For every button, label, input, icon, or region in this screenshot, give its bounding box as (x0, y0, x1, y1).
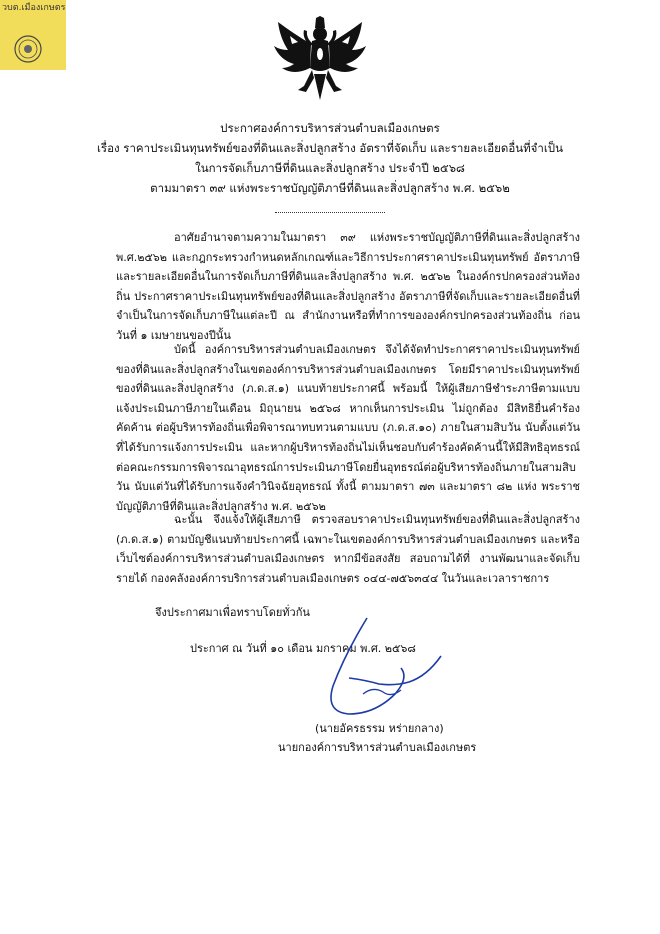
announcement-subject-line2: ในการจัดเก็บภาษีที่ดินและสิ่งปลูกสร้าง ประจำปี ๒๕๖๘ (195, 161, 465, 175)
closing-statement: จึงประกาศมาเพื่อทราบโดยทั่วกัน (155, 606, 310, 619)
handwritten-signature (305, 614, 465, 724)
receipt-stamp (0, 0, 66, 70)
body-paragraph-2: บัดนี้ องค์การบริหารส่วนตำบลเมืองเกษตร จึงได้จัดทำประกาศราคาประเมินทุนทรัพย์ของที่ดินและสิ่งปลูกสร้างในเขตองค์การบริหารส่วนตำบลเมืองเกษตร โดยมีราคาประเมินทุนทรัพย์ของที่ดินและสิ่งปลูกสร้าง (ภ.ด.ส.๑) แนบท้ายประกาศนี้ พร้อมนี้ ให้ผู้เสียภาษีชำระภาษีตามแบบแจ้งประเมินภาษีภายในเดือน มิถุนายน ๒๕๖๘ หากเห็นการประเมิน ไม่ถูกต้อง มีสิทธิยื่นคำร้องคัดค้าน ต่อผู้บริหารท้องถิ่นเพื่อพิจารณาทบทวนตามแบบ (ภ.ด.ส.๑๐) ภายในสามสิบวัน นับตั้งแต่วันที่ได้รับการแจ้งการประเมิน และหากผู้บริหารท้องถิ่นไม่เห็นชอบกับคำร้องคัดค้านนี้ให้มีสิทธิอุทธรณ์ ต่อคณะกรรมการพิจารณาอุทธรณ์การประเมินภาษีโดยยื่นอุทธรณ์ต่อผู้บริหารท้องถิ่นภายในสามสิบวัน นับแต่วันที่ได้รับการแจ้งคำวินิจฉัยอุทธรณ์ ทั้งนี้ ตามมาตรา ๗๓ และมาตรา ๘๒ แห่ง พระราชบัญญัติภาษีที่ดินและสิ่งปลูกสร้าง พ.ศ. ๒๕๖๒ (116, 343, 580, 513)
seal-icon (13, 34, 43, 64)
body-paragraph-3: ฉะนั้น จึงแจ้งให้ผู้เสียภาษี ตรวจสอบราคาประเมินทุนทรัพย์ของที่ดินและสิ่งปลูกสร้าง (ภ.ด.ส.๑) ตามบัญชีแนบท้ายประกาศนี้ เฉพาะในเขตองค์การบริหารส่วนตำบลเมืองเกษตร และหรือเว็บไซต์องค์การบริหารส่วนตำบลเมืองเกษตร หากมีข้อสงสัย สอบถามได้ที่ งานพัฒนาและจัดเก็บรายได้ กองคลังองค์การบริการส่วนตำบลเมืองเกษตร ๐๔๔-๗๕๖๓๔๔ ในวันและเวลาราชการ (116, 513, 580, 585)
signer-name: (นายอัครธรรม หร่ายกลาง) (315, 722, 444, 735)
announcement-subject: เรื่อง ราคาประเมินทุนทรัพย์ของที่ดินและสิ่งปลูกสร้าง อัตราที่จัดเก็บ และรายละเอียดอื่นที่จำเป็น (97, 141, 563, 155)
announcement-title: ประกาศองค์การบริหารส่วนตำบลเมืองเกษตร (220, 121, 440, 135)
header-divider (275, 212, 385, 213)
signer-position: นายกองค์การบริหารส่วนตำบลเมืองเกษตร (278, 741, 477, 754)
announcement-legal-basis: ตามมาตรา ๓๙ แห่งพระราชบัญญัติภาษีที่ดินและสิ่งปลูกสร้าง พ.ศ. ๒๕๖๒ (150, 181, 510, 195)
body-paragraph-1: อาศัยอำนาจตามความในมาตรา ๓๙ แห่งพระราชบัญญัติภาษีที่ดินและสิ่งปลูกสร้าง พ.ศ.๒๕๖๒ และกฎกระทรวงกำหนดหลักเกณฑ์และวิธีการประกาศราคาประเมินทุนทรัพย์ อัตราภาษีและรายละเอียดอื่นในการจัดเก็บภาษีที่ดินและสิ่งปลูกสร้าง พ.ศ. ๒๕๖๒ ในองค์กรปกครองส่วนท้องถิ่น ประกาศราคาประเมินทุนทรัพย์ของที่ดินและสิ่งปลูกสร้าง อัตราภาษีที่จัดเก็บและรายละเอียดอื่นที่จำเป็นในการจัดเก็บภาษีในแต่ละปี ณ สำนักงานหรือที่ทำการขององค์กรปกครองส่วนท้องถิ่น ก่อนวันที่ ๑ เมษายนของปีนั้น (116, 231, 580, 342)
stamp-label: วบต.เมืองเกษตร (2, 3, 66, 13)
garuda-emblem-icon (270, 16, 370, 102)
announcement-date: ประกาศ ณ วันที่ ๑๐ เดือน มกราคม พ.ศ. ๒๕๖๘ (190, 642, 416, 655)
